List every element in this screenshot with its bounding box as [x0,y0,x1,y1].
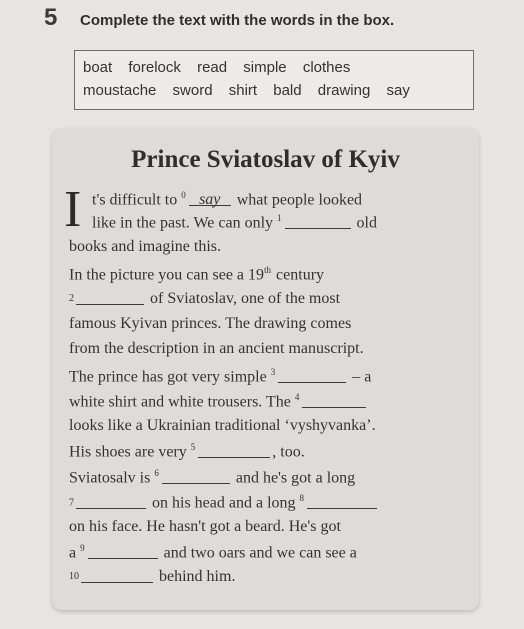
word-box-row-2 [83,82,422,99]
word-box-item-crossed: say [386,82,410,99]
answer-gap-8[interactable] [307,494,377,509]
text-line-5: 2 of Sviatoslav, one of the most [69,290,341,307]
word-box-row-1 [83,59,362,76]
word-box-item: bald [273,82,302,99]
text-line-11: His shoes are very $^5$ , too. [69,442,305,461]
word-box-item: shirt [228,82,258,99]
answer-gap-2[interactable] [76,290,144,305]
text-line-9: white shirt and white trousers. The $^4$ [69,392,368,411]
word-box-item: boat [83,59,113,76]
text-line-13: 7 on his head and a long $^8$ [69,493,379,512]
gap-number: 8 [299,493,305,503]
gap-number: 9 [80,543,85,553]
text-line-7: from the description in an ancient manuscript. [69,340,364,357]
text-line-12: Sviatosalv is $^6$ and he's got a long [69,468,356,487]
gap-number: 7 [69,497,74,509]
word-box-item: drawing [317,82,371,99]
answer-gap-1[interactable] [285,214,351,229]
text-line-14: on his face. He hasn't got a beard. He's got [69,518,341,535]
text-line-16: 10 behind him. [69,568,236,585]
gap-number: 0 [181,190,186,200]
drop-cap: I [64,181,82,238]
answer-gap-6[interactable] [162,469,230,484]
text-line-4: In the picture you can see a 19th century [69,265,325,284]
word-box [74,50,474,110]
gap-number: 6 [154,468,159,478]
word-box-item: clothes [302,59,351,76]
answer-gap-4[interactable] [302,393,366,408]
gap-number: 1 [277,213,282,223]
exercise-number: 5 [44,4,58,31]
gap-number: 4 [294,392,300,402]
word-box-item: read [197,59,228,76]
answer-gap-9[interactable] [88,544,158,559]
text-line-10: looks like a Ukrainian traditional ‘vyshyvanka’. [69,417,376,434]
answer-gap-0: say [189,191,231,206]
word-box-item: sword [172,82,213,99]
answer-gap-5[interactable] [198,443,270,458]
text-line-1: t's difficult to $^0$ say what people looked [92,190,363,209]
answer-gap-10[interactable] [81,568,153,583]
text-line-2: like in the past. We can only $^1$ old [92,213,377,232]
gap-number: 2 [69,293,74,304]
word-box-item: forelock [128,59,181,76]
answer-gap-7[interactable] [76,494,146,509]
exercise-instruction: Complete the text with the words in the box. [80,12,395,29]
gap-number: 3 [270,367,276,377]
gap-number: 10 [69,571,79,582]
answer-gap-3[interactable] [278,368,346,383]
article-title: Prince Sviatoslav of Kyiv [131,146,400,173]
text-line-8: The prince has got very simple $^3$ – a [69,367,372,386]
text-line-6: famous Kyivan princes. The drawing comes [69,315,352,332]
gap-number: 5 [190,442,196,452]
text-line-15: a $^9$ and two oars and we can see a [69,543,357,562]
text-line-3: books and imagine this. [69,238,221,255]
word-box-item: simple [243,59,287,76]
word-box-item: moustache [83,82,157,99]
